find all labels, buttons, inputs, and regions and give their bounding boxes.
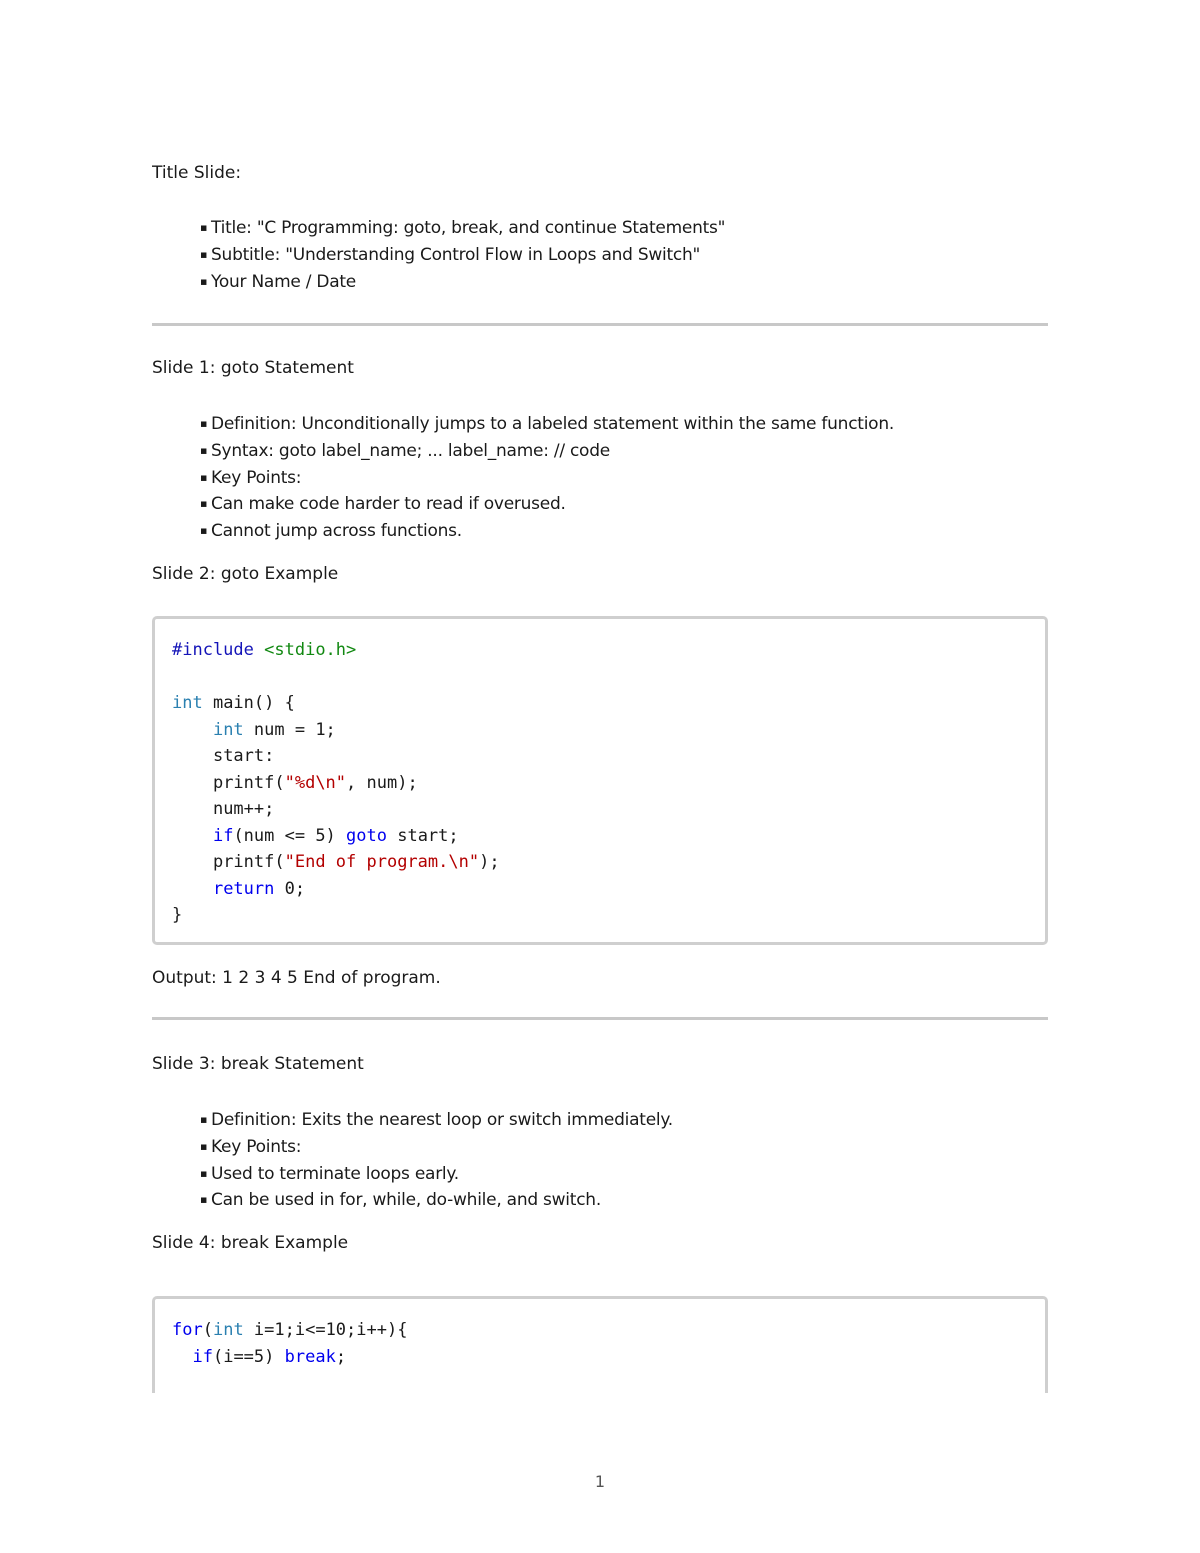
- code-block-break: [152, 1296, 1048, 1393]
- code-token: start;: [386, 825, 459, 846]
- code-token: num++;: [212, 799, 275, 819]
- code-token: if: [212, 825, 234, 846]
- code-token: break: [284, 1346, 336, 1367]
- document-page: [152, 0, 1048, 1393]
- code-token: return: [212, 878, 275, 899]
- code-token: );: [479, 852, 500, 872]
- code-token: "End of program.\n": [284, 852, 480, 872]
- code-token: printf(: [212, 852, 285, 872]
- page-number: 1: [594, 1472, 606, 1491]
- code-token: int: [212, 1320, 244, 1340]
- section-divider: [152, 1017, 1048, 1020]
- section-divider: [152, 323, 1048, 326]
- list-item: ▪ Definition: Exits the nearest loop or switch immediately.: [200, 1107, 673, 1134]
- list-item: ▪ Subtitle: "Understanding Control Flow in Loops and Switch": [200, 242, 725, 269]
- list-item: ▪ Key Points:: [200, 1134, 673, 1161]
- code-token: (i==5): [212, 1346, 285, 1367]
- code-token: goto: [346, 825, 387, 846]
- slide4-heading: Slide 4: break Example: [152, 1233, 349, 1253]
- list-item: ▪ Used to terminate loops early.: [200, 1161, 673, 1188]
- code-token: (: [202, 1320, 213, 1340]
- list-item: ▪ Title: "C Programming: goto, break, and continue Statements": [200, 215, 725, 242]
- list-item: ▪ Can make code harder to read if overused.: [200, 491, 894, 518]
- list-item: ▪ Can be used in for, while, do-while, and switch.: [200, 1187, 673, 1214]
- code-token: ;: [335, 1346, 347, 1367]
- code-token: if: [192, 1346, 213, 1367]
- slide2-heading: Slide 2: goto Example: [152, 564, 339, 584]
- slide1-heading: Slide 1: goto Statement: [152, 358, 354, 378]
- code-token: 0;: [274, 878, 306, 899]
- slide3-list: [200, 1107, 673, 1214]
- code-token: (num <= 5): [233, 825, 347, 846]
- title-slide-list: [200, 215, 725, 295]
- code-token: #include: [172, 640, 254, 660]
- list-item: ▪ Syntax: goto label_name; ... label_name: // code: [200, 438, 894, 465]
- code-token: int: [212, 719, 244, 740]
- slide3-heading: Slide 3: break Statement: [152, 1054, 364, 1074]
- code-token: }: [172, 905, 183, 925]
- code-token: <stdio.h>: [264, 640, 357, 660]
- code-listing: [155, 1299, 1045, 1370]
- title-slide-heading: Title Slide:: [152, 163, 242, 183]
- code-token: main() {: [202, 693, 295, 713]
- code-token: i=1;i<=10;i++){: [243, 1320, 408, 1340]
- code-listing: [155, 619, 1045, 929]
- code-token: for: [172, 1320, 203, 1340]
- code-token: num = 1;: [243, 719, 336, 740]
- list-item: ▪ Cannot jump across functions.: [200, 518, 894, 545]
- slide1-list: [200, 411, 894, 545]
- code-token: , num);: [346, 772, 418, 793]
- list-item: ▪ Definition: Unconditionally jumps to a labeled statement within the same function.: [200, 411, 894, 438]
- list-item: ▪ Key Points:: [200, 465, 894, 492]
- slide2-output: Output: 1 2 3 4 5 End of program.: [152, 968, 441, 988]
- code-block-goto: [152, 616, 1048, 945]
- code-token: "%d\n": [284, 772, 347, 793]
- list-item: ▪ Your Name / Date: [200, 269, 725, 296]
- code-token: int: [172, 693, 203, 713]
- code-token: start:: [212, 746, 275, 766]
- code-token: printf(: [212, 772, 285, 793]
